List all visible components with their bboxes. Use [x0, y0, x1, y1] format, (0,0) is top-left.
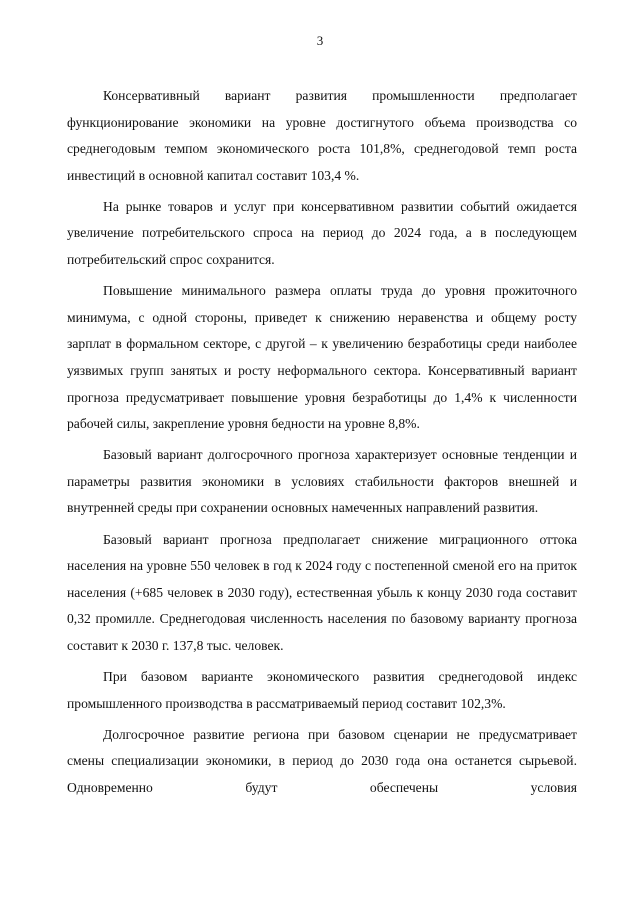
paragraph-conservative-industry: Консервативный вариант развития промышленности предполагает функционирование экономики на уровне достигнутого объема производства со среднегодовым темпом экономического роста 101,8%, среднегодовой темп роста инвестиций в основной капитал составит 103,4 %.	[67, 88, 577, 183]
paragraph-industrial-index: При базовом варианте экономического развития среднегодовой индекс промышленного производства в рассматриваемый период составит 102,3%.	[67, 668, 577, 711]
page-number: 3	[316, 33, 324, 48]
document-body	[67, 83, 577, 801]
paragraph-regional-development: Долгосрочное развитие региона при базовом сценарии не предусматривает смены специализации экономики, в период до 2030 года она останется сырьевой. Одновременно будут обеспечены условия	[67, 726, 577, 795]
paragraph-consumer-market: На рынке товаров и услуг при консервативном развитии событий ожидается увеличение потребительского спроса на период до 2024 года, а в последующем потребительский спрос сохранится.	[67, 198, 577, 268]
paragraph-base-variant: Базовый вариант долгосрочного прогноза характеризует основные тенденции и параметры развития экономики в условиях стабильности факторов внешней и внутренней среды при сохранении основных намеченных направлений развития.	[67, 447, 577, 516]
paragraph-minimum-wage: Повышение минимального размера оплаты труда до уровня прожиточного минимума, с одной стороны, приведет к снижению неравенства и общему росту зарплат в формальном секторе, с другой – к увеличению безработицы среди наиболее уязвимых групп занятых и росту неформального сектора. Консервативный вариант прогноза предусматривает повышение уровня безработицы до 1,4% к численности рабочей силы, закрепление уровня бедности на уровне 8,8%.	[67, 283, 577, 432]
paragraph-migration: Базовый вариант прогноза предполагает снижение миграционного оттока населения на уровне 550 человек в год к 2024 году с постепенной сменой его на приток населения (+685 человек в 2030 году), естественная убыль к концу 2030 года составит 0,32 промилле. Среднегодовая численность населения по базовому варианту прогноза составит к 2030 г. 137,8 тыс. человек.	[67, 531, 577, 653]
